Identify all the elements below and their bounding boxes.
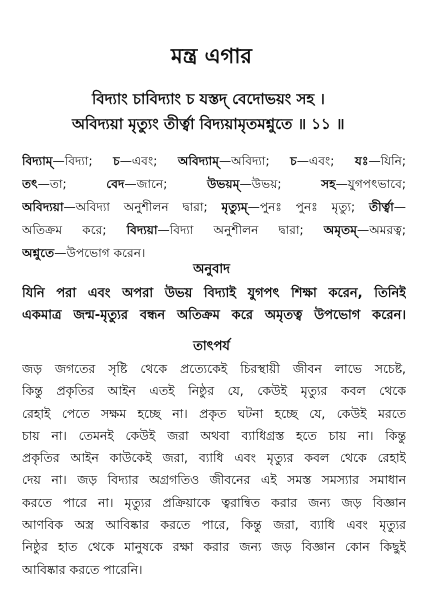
purport-line: দেয় না। জড় বিদ্যার অগ্রগতিও জীবনের এই সমস্ত সমস্যার সমাধান [22,472,406,488]
synonym-meaning: —তা; [37,177,107,191]
synonym-word: সহ [321,177,336,191]
synonym-line [22,173,406,196]
verse-line-1: বিদ্যাং চাবিদ্যাং চ যস্তদ্ বেদোভয়ং সহ । [92,90,325,108]
verse-line-2: অবিদ্যয়া মৃত্যুং তীর্ত্বা বিদ্যয়ামৃতমশ্নুতে ॥ ১১ ॥ [72,115,345,133]
synonym-word: চ [113,154,120,168]
translation-line: যিনি পরা এবং অপরা উভয় বিদ্যাই যুগপৎ শিক্ষা করেন, তিনিই [22,286,406,301]
purport-line: আণবিক অস্ত্র আবিষ্কার করতে পারে, কিন্তু জরা, ব্যাধি এবং মৃত্যুর [22,517,406,533]
purport-line: করতে পারে না। মৃত্যুর প্রক্রিয়াকে ত্বরান্বিত করার জন্য জড় বিজ্ঞান [22,494,406,510]
purport-line: আবিষ্কার করতে পারেনি। [22,561,143,577]
synonym-word: বেদ [106,177,125,191]
synonym-word: বিদ্যাম্ [22,154,53,168]
synonym-line [22,196,406,219]
translation-heading: অনুবাদ [193,262,230,277]
purport-line: কিন্তু প্রকৃতির আইন এতই নিষ্ঠুর যে, কেউই মৃত্যুর কবল থেকে [22,383,406,399]
synonym-meaning: অতিক্রম করে; [22,223,127,237]
synonym-meaning: —পুনঃ পুনঃ মৃত্যু; [247,200,369,214]
synonym-meaning: —জানে; [124,177,207,191]
translation-line: একমাত্র জন্ম-মৃত্যুর বন্ধন অতিক্রম করে অমৃতত্ব উপভোগ করেন। [22,308,406,323]
synonym-word: চ [290,154,297,168]
synonyms-block [22,150,406,265]
purport-line: প্রকৃতির আইন কাউকেই জরা, ব্যাধি এবং মৃত্যুর কবল থেকে রেহাই [22,450,406,466]
synonym-word: অশ্নুতে [22,246,55,260]
translation-block [22,283,406,327]
synonym-word: অবিদ্যয়া [22,200,64,214]
purport-line: জড় জগতের সৃষ্টি থেকে প্রত্যেকেই চিরস্থায়ী জীবন লাভে সচেষ্ট, [22,361,406,376]
synonym-meaning: —যুগপৎভাবে; [335,177,406,191]
synonym-meaning: — [393,200,406,214]
synonym-word: যঃ [354,154,369,168]
synonym-meaning: —বিদ্যা অনুশীলন দ্বারা; [157,223,324,237]
synonym-word: মৃত্যুম্ [221,200,248,214]
synonym-word: অমৃতম্ [323,223,357,237]
synonym-meaning: —উভয়; [239,177,322,191]
synonym-word: উভয়ম্ [206,177,240,191]
synonym-line [22,219,406,242]
purport-line: চায় না। তেমনই কেউই জরা অথবা ব্যাধিগ্রস্ত হতে চায় না। কিন্তু [22,427,406,443]
synonym-meaning: —অমরত্ব; [357,223,406,237]
synonym-word: বিদ্যয়া [126,223,158,237]
synonym-meaning: —যিনি; [368,154,406,168]
synonym-meaning: —এবং; [119,154,178,168]
synonym-meaning: —এবং; [296,154,355,168]
purport-heading: তাৎপর্য [193,339,230,354]
synonym-meaning: —উপভোগ করেন। [54,246,146,260]
purport-line: রেহাই পেতে সক্ষম হচ্ছে না। প্রকৃত ঘটনা হচ্ছে যে, কেউই মরতে [22,405,406,421]
purport-block [22,358,406,581]
synonym-line [22,150,406,173]
synonym-word: তৎ [22,177,38,191]
synonym-meaning: —অবিদ্যা; [218,154,291,168]
synonym-meaning: —অবিদ্যা অনুশীলন দ্বারা; [63,200,222,214]
purport-line: নিষ্ঠুর হাত থেকে মানুষকে রক্ষা করার জন্য জড় বিজ্ঞান কোন কিছুই [22,539,406,555]
synonym-meaning: —বিদ্যা; [52,154,114,168]
synonym-word: অবিদ্যাম্ [177,154,219,168]
page-title: মন্ত্র এগার [171,44,252,68]
synonym-word: তীর্ত্বা [368,200,394,214]
